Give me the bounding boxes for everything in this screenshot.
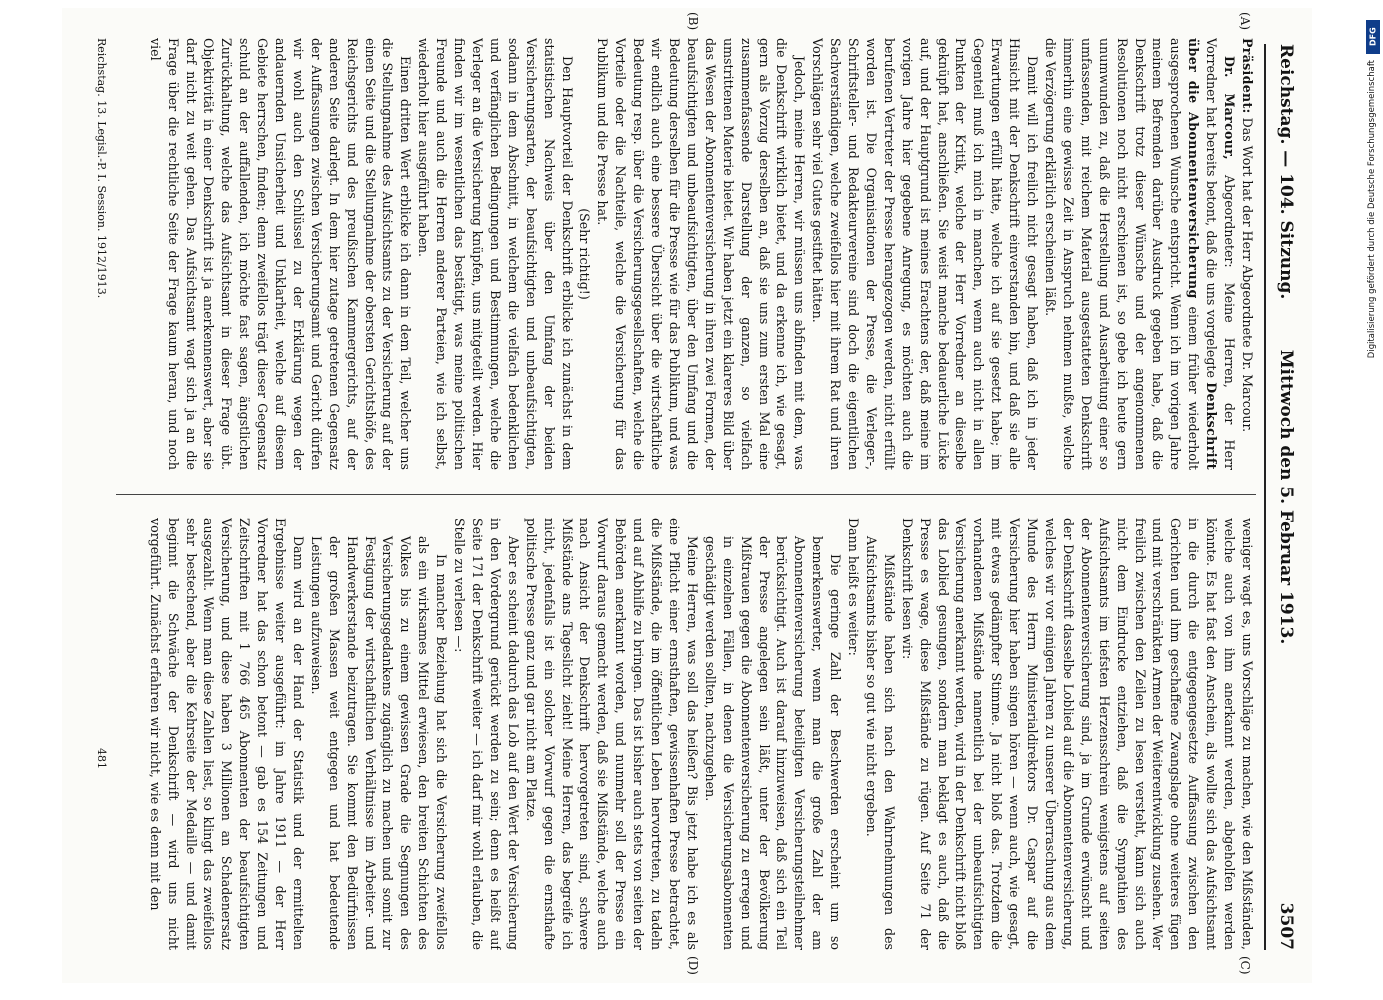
paragraph: Den Hauptvorteil der Denkschrift erblicke ich zunächst in dem statistischen Nachweis über den Umfang der beiden Versicherungsarten, der beaufsichtigten und unbeaufsichtigten, sodann in dem Abschnitt, in welchem die vielfach bedenklichen und verfänglichen Bedingungen und Bestimmungen, welche die Verleger an die Versicherung knüpfen, uns mitgeteilt werden. Hier finden wir im wesentlichen das bestätigt, was meine politischen Freunde und auch die Herren anderer Parteien, wie ich selbst, wiederholt hier ausgeführt haben. [416, 38, 575, 470]
footer-sheet-number: 481 [95, 748, 108, 769]
header-page-number: 3507 [1276, 902, 1296, 950]
paragraph: Damit will ich freilich nicht gesagt haben, daß ich in jeder Hinsicht mit der Denkschrift einverstanden bin, und daß sie alle Erwartungen erfüllt hätte, welche ich auf sie gesetzt habe; im Gegenteil muß ich mich in manchen, wenn auch nicht in allen Punkten der Kritik, welche der Herr Vorredner an dieselbe geknüpft hat, anschließen. Sie weist manche bedauerliche Lücke auf, und der Hauptgrund ist meines Erachtens der, daß meine im vorigen Jahre hier gegebene Anregung, es möchten auch die berufenen Vertreter der Presse herangezogen werden, nicht erfüllt worden ist. Die Organisationen der Presse, die Verleger-, Schriftsteller- und Redakteurvereine sind doch die eigentlichen Sachverständigen, welche zweifellos hier mit ihrem Rat und ihren Vorschlägen sehr viel Gutes gestiftet hätten. [810, 38, 1041, 470]
footer-session-info: Reichstag. 13. Legisl.-P. I. Session. 1912/1913. [95, 38, 108, 299]
paragraph: Jedoch, meine Herren, wir müssen uns abfinden mit dem, was die Denkschrift wirklich bietet, und da erkenne ich, wie gesagt, gern als Vorzug derselben an, daß sie uns zum ersten Mal eine zusammenfassende Darstellung der ganzen, so vielfach umstrittenen Materie bietet. Wir haben jetzt ein klareres Bild über das Wesen der Abonnentenversicherung in ihren zwei Formen, der beaufsichtigten und unbeaufsichtigten, über den Umfang und die Bedeutung derselben für die Presse wie für das Publikum, und was wir endlich auch eine bessere Übersicht über die wirtschaftliche Bedeutung resp. über die Versicherungsgesellschaften, welche die Vorteile oder die Nachteile, welche die Versicherung für das Publikum und die Presse hat. [595, 38, 808, 470]
page-header [1268, 44, 1298, 950]
right-column [116, 518, 1256, 950]
column-divider [116, 494, 1256, 495]
header-rule [1264, 44, 1266, 950]
quotation: Die geringe Zahl der Beschwerden erscheint um so bemerkenswerter, wenn man die große Zahl der am Abonnentenversicherung beteiligten Versicherungsteilnehmer berücksichtigt. Auch ist darauf hinzuweisen, daß sich ein Teil der Presse angelegen sein läßt, unter der Bevölkerung Mißtrauen gegen die Abonnentenversicherung zu erregen und in einzelnen Fällen, in denen die Versicherungsabonnenten geschädigt werden sollten, nachzugehen. [702, 536, 844, 950]
emphasized-title: Denkschrift über die Abonnentenversicherung [1186, 38, 1220, 470]
paragraph: Dann wird an der Hand der Statistik und der ermittelten Ergebnisse weiter ausgeführt: im Jahre 1911 — der Herr Vorredner hat das schon betont — gab es 154 Zeitungen und Zeitschriften mit 1 766 465 Abonnenten der beaufsichtigten Versicherung, und diese haben 3 Millionen an Schadenersatz ausgezahlt. Wenn man diese Zahlen liest, so klingt das zweifellos sehr bestechend, aber die Kehrseite der Medaille — und damit beginnt die Schwäche der Denkschrift — wird uns nicht vorgeführt. Zunächst erfahren wir nicht, wie es denn mit den [147, 518, 306, 950]
rotated-document-page [62, 8, 1312, 983]
digitization-text: Digitalisierung gefördert durch die Deutsche Forschungsgemeinschaft [1367, 60, 1377, 359]
paragraph: Einen dritten Wert erblicke ich dann in dem Teil, welcher uns die Stellungnahme des Aufsichtsamts zu der Versicherung auf der einen Seite und die Stellungnahme der obersten Gerichtshöfe, des Reichsgerichts und des preußischen Kammergerichts, auf der anderen Seite darlegt. In dem hier zutage getretenen Gegensatz der Auffassungen zwischen Versicherungsamt und Gericht dürfen wir wohl auch den Schlüssel zu der Erklärung wegen der andauernden Unsicherheit und Unklarheit, welche auf diesem Gebiete herrschen, finden; denn zweifellos trägt dieser Gegensatz schuld an der auffallenden, ich möchte fast sagen, ängstlichen Zurückhaltung, welche das Aufsichtsamt in dieser Frage übt. Objektivität in einer Denkschrift ist ja anerkennenswert, aber sie darf nicht zu weit gehen. Das Aufsichtsamt wagt sich ja an die Frage über die rechtliche Seite der Frage kaum heran, und noch viel [147, 38, 414, 470]
speech-text: Abgeordneter: Meine Herren, der Herr Vorredner hat bereits betont, daß die uns vorgelegte [1204, 38, 1238, 470]
paragraph: Aber es scheint dadurch das Lob auf den Wert der Versicherung in den Vordergrund gerückt werden zu sein; denn es heißt auf Seite 171 der Denkschrift weiter — ich darf mir wohl erlauben, die Stelle zu verlesen —: [452, 518, 521, 950]
speaker-marcour: Dr. Marcour, [1222, 56, 1238, 160]
digitization-note [1367, 20, 1381, 980]
header-session: Reichstag. — 104. Sitzung. [1276, 44, 1296, 300]
margin-marker-c: (C) [1238, 956, 1252, 975]
quotation: Mißstände haben sich nach den Wahrnehmungen des Aufsichtsamts bisher so gut wie nicht ergeben. [863, 536, 897, 950]
reaction: (Sehr richtig!) [577, 208, 593, 300]
quotation: In mancher Beziehung hat sich die Versicherung zweifellos als ein wirksames Mittel erwiesen, den breiten Schichten des Volkes bis zu einem gewissen Grade die Segnungen des Versicherungsgedankens zugänglich zu machen und somit zur Festigung der wirtschaftlichen Verhältnisse im Arbeiter- und Handwerkerstande beizutragen. Sie kommt den Bedürfnissen der großen Massen weit entgegen und hat bedeutende Leistungen aufzuweisen. [308, 536, 450, 950]
speech-text: Das Wort hat der Herr Abgeordnete Dr. Marcour. [1240, 113, 1255, 433]
left-column [116, 38, 1256, 470]
speaker-president: Präsident: [1240, 38, 1255, 114]
paragraph [1041, 38, 1238, 470]
paragraph: weniger wagt es, uns Vorschläge zu machen, wie den Mißständen, welche auch von ihm anerkannt werden, abgeholfen werden könnte. Es hat fast den Anschein, als wollte sich das Aufsichtsamt in die durch die entgegengesetzte Auffassung zwischen den Gerichten und ihm geschaffene Zwangslage ohne weiteres fügen und mit verschränkten Armen der Weiterentwicklung zusehen. Wer freilich zwischen den Zeilen zu lesen versteht, kann sich auch nicht dem Eindrucke entziehen, daß die Sympathien des Aufsichtsamts im tiefsten Herzensschrein wenigstens auf seiten der Abonnentenversicherung sind, ja im Grunde erwünscht und der Denkschrift dasselbe Loblied auf die Abonnentenversicherung, welches wir vor einigen Jahren zu unserer Überraschung aus dem Munde des Herrn Ministerialdirektors Dr. Caspar auf die Versicherung hier haben singen hören — wenn auch, wie gesagt, mit etwas gedämpfter Stimme. Ja nicht bloß das. Trotzdem die vorhandenen Mißstände namentlich bei der unbeaufsichtigten Versicherung anerkannt werden, wird in der Denkschrift nicht bloß das Loblied gesungen, sondern man beklagt es auch, daß die Presse es wage, diese Mißstände zu rügen. Auf Seite 71 der Denkschrift lesen wir: [899, 518, 1255, 950]
margin-marker-d: (D) [686, 956, 700, 975]
margin-marker-a: (A) [1238, 12, 1252, 31]
paragraph: Dann heißt es weiter: [846, 518, 862, 656]
margin-marker-b: (B) [686, 12, 700, 31]
paragraph [1238, 38, 1256, 470]
speech-text: einem früher wiederholt ausgesprochenen Wunsche entspricht. Wenn ich im vorigen Jahre meinem Befremden darüber Ausdruck gegeben habe, daß die Denkschrift trotz dieser Wünsche und der angenommenen Resolutionen noch nicht erschienen ist, so gebe ich heute gern unumwunden zu, daß die Herstellung und Ausarbeitung einer so umfassenden, mit reichem Material ausgestatteten Denkschrift immerhin eine gewisse Zeit in Anspruch nehmen mußte, welche die Verzögerung erklärlich erscheinen läßt. [1043, 38, 1202, 470]
dfg-logo-badge: DFG [1366, 20, 1380, 54]
header-date: Mittwoch den 5. Februar 1913. [1276, 349, 1296, 645]
paragraph: Meine Herren, was soll das heißen? Bis jetzt habe ich es als eine Pflicht einer ernsthaften, gewissenhaften Presse betrachtet, die Mißstände, die im öffentlichen Leben hervortreten, zu tadeln und auf Abhilfe zu bringen. Das ist bisher auch stets von seiten der Behörden anerkannt worden, und nunmehr soll der Presse ein Vorwurf daraus gemacht werden, daß sie Mißstände, welche auch nach Ansicht der Denkschrift hervorgetreten sind, schwere Mißstände ans Tageslicht zieht! Meine Herren, das begreife ich nicht, jedenfalls ist ein solcher Vorwurf gegen die ernsthafte politische Presse ganz und gar nicht am Platze. [523, 518, 700, 950]
